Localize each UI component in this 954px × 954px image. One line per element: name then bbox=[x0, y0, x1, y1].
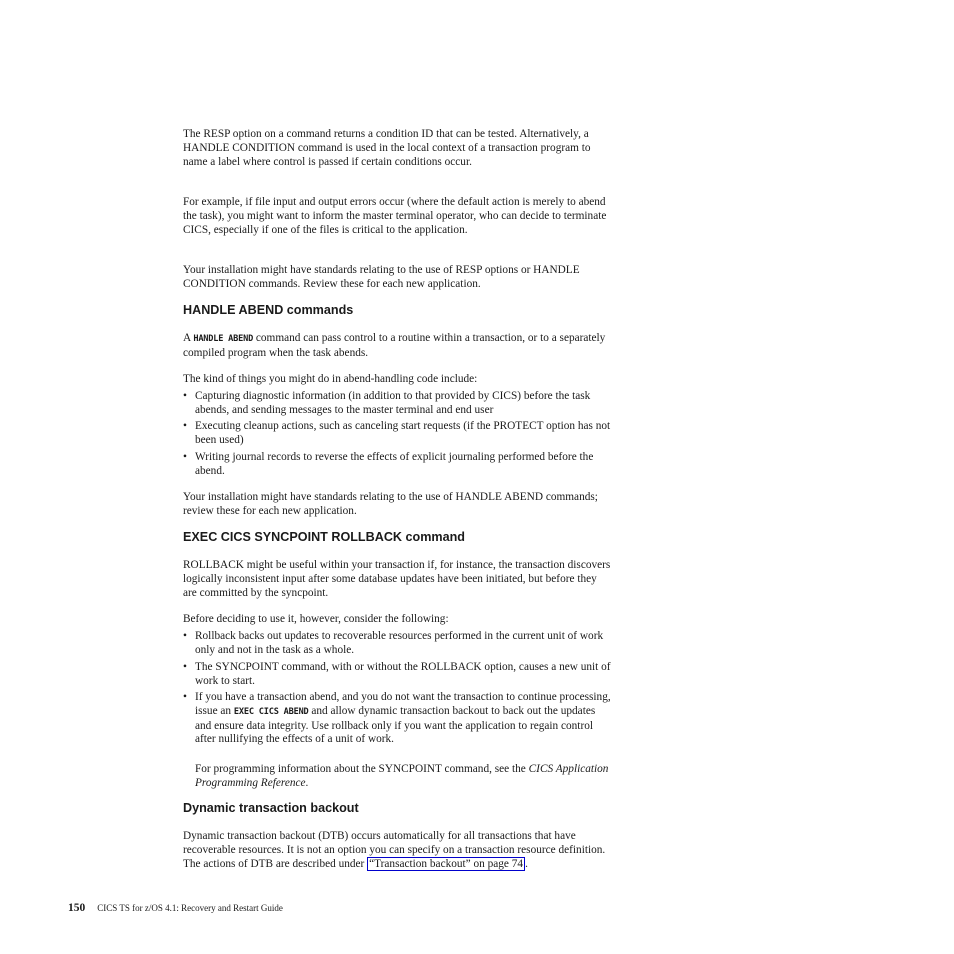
text-note-end: . bbox=[305, 776, 309, 789]
list-item-text: Capturing diagnostic information (in addition to that provided by CICS) before the task abends, and sending messages to the master terminal and end user bbox=[195, 390, 591, 416]
para-installation-standards: Your installation might have standards relating to the use of RESP options or HANDLE CONDITION commands. Review these for each new application. bbox=[183, 264, 580, 290]
para-resp-option: The RESP option on a command returns a condition ID that can be tested. Alternatively, a HANDLE CONDITION command is used in the local context of a transaction program to name a label where control is passed if certain conditions occur. bbox=[183, 128, 591, 168]
footer-title: CICS TS for z/OS 4.1: Recovery and Restart Guide bbox=[97, 903, 283, 913]
text-note-a: For programming information about the SYNCPOINT command, see the bbox=[195, 763, 529, 775]
bullet-icon: • bbox=[183, 390, 187, 402]
list-item-text bbox=[195, 691, 611, 747]
text-bullet3-a: If you have a transaction abend, and you do not want the transaction to continue processing, issue an bbox=[195, 691, 611, 717]
text-dtb-end: . bbox=[525, 857, 528, 870]
heading-syncpoint-rollback: EXEC CICS SYNCPOINT ROLLBACK command bbox=[183, 530, 465, 544]
text-intro-rest: command can pass control to a routine within a transaction, or to a separately compiled program when the task abends. bbox=[183, 332, 606, 359]
bullet-icon: • bbox=[183, 630, 187, 642]
text-a: A bbox=[183, 332, 194, 344]
para-dtb bbox=[183, 830, 611, 871]
heading-dynamic-backout: Dynamic transaction backout bbox=[183, 801, 359, 815]
para-abend-list-intro: The kind of things you might do in abend-handling code include: bbox=[183, 373, 478, 385]
list-item-text: Writing journal records to reverse the effects of explicit journaling performed before the abend. bbox=[195, 451, 594, 477]
page-number: 150 bbox=[68, 902, 86, 914]
para-example-errors: For example, if file input and output errors occur (where the default action is merely to abend the task), you might want to inform the master terminal operator, who can decide to terminate CICS, especially if one of the files is critical to the application. bbox=[183, 196, 607, 236]
code-handle-abend: HANDLE ABEND bbox=[193, 334, 254, 344]
list-item bbox=[183, 661, 611, 689]
list-item bbox=[183, 420, 611, 448]
list-item bbox=[183, 390, 611, 418]
para-rollback-intro: ROLLBACK might be useful within your transaction if, for instance, the transaction discovers logically inconsistent input after some database updates have been initiated, but before they are committed by the syncpoint. bbox=[183, 559, 611, 599]
list-item-text: Rollback backs out updates to recoverable resources performed in the current unit of work only and not in the task as a whole. bbox=[195, 630, 604, 656]
book-title: CICS Application Programming Reference bbox=[195, 763, 609, 789]
text-bullet3-b: and allow dynamic transaction backout to back out the updates and ensure data integrity. Use rollback only if you want the application to regain control after nullifying the effects of a unit of work. bbox=[195, 704, 596, 746]
code-exec-cics-abend: EXEC CICS ABEND bbox=[233, 706, 309, 717]
para-rollback-list-intro: Before deciding to use it, however, consider the following: bbox=[183, 613, 449, 625]
list-item-text: The SYNCPOINT command, with or without the ROLLBACK option, causes a new unit of work to start. bbox=[195, 661, 611, 687]
text-dtb: Dynamic transaction backout (DTB) occurs automatically for all transactions that have recoverable resources. It is not an option you can specify on a transaction resource definition. The actions of DTB are described under bbox=[183, 830, 606, 870]
bullet-icon: • bbox=[183, 691, 187, 703]
list-item bbox=[183, 630, 611, 658]
page-footer bbox=[68, 902, 283, 914]
bullet-icon: • bbox=[183, 420, 187, 432]
transaction-backout-link[interactable]: “Transaction backout” on page 74 bbox=[369, 857, 524, 870]
list-item-text: Executing cleanup actions, such as canceling start requests (if the PROTECT option has not been used) bbox=[195, 420, 611, 446]
bullet-icon: • bbox=[183, 451, 187, 463]
para-abend-closing: Your installation might have standards relating to the use of HANDLE ABEND commands; review these for each new application. bbox=[183, 491, 598, 517]
para-syncpoint-reference bbox=[195, 763, 611, 791]
list-item bbox=[183, 691, 611, 747]
heading-handle-abend: HANDLE ABEND commands bbox=[183, 303, 354, 317]
bullet-icon: • bbox=[183, 661, 187, 673]
list-item bbox=[183, 451, 611, 479]
para-handle-abend-intro bbox=[183, 332, 611, 361]
